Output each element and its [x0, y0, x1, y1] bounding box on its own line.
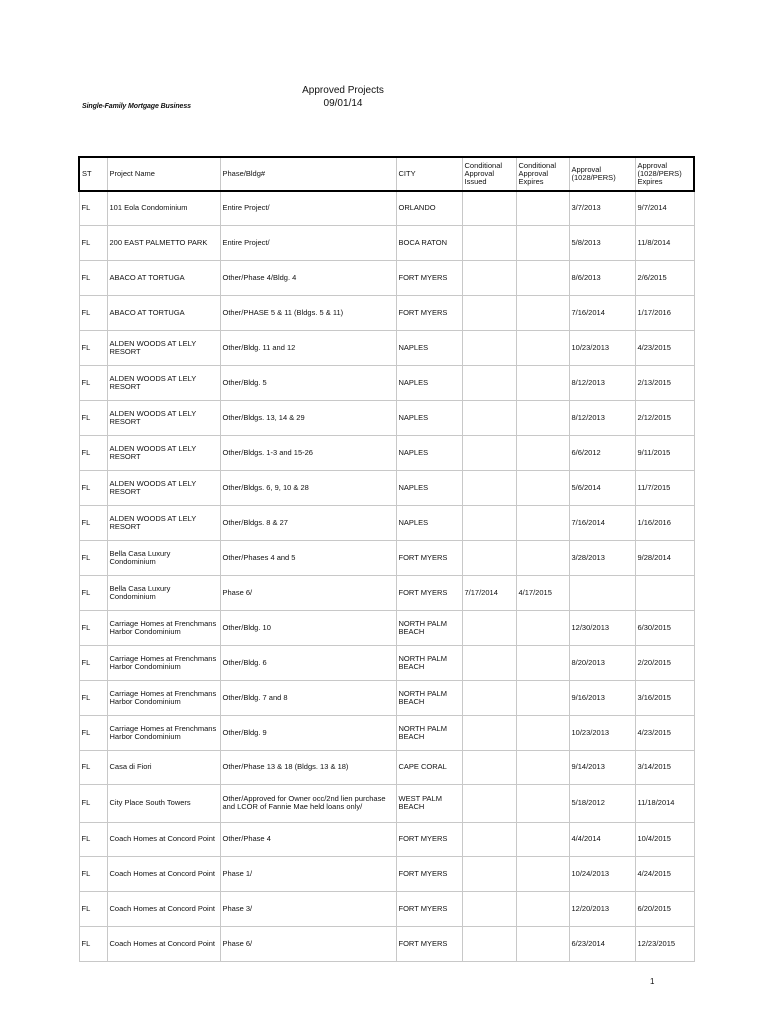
cell-approval: 10/23/2013: [569, 715, 635, 750]
cell-approval-expires: 4/24/2015: [635, 856, 694, 891]
cell-approval: [569, 575, 635, 610]
cell-city: NAPLES: [396, 400, 462, 435]
table-row: [79, 540, 694, 575]
cell-conditional-expires: [516, 505, 569, 540]
cell-approval: 7/16/2014: [569, 295, 635, 330]
cell-project-name: 101 Eola Condominium: [107, 191, 220, 225]
cell-project-name: Casa di Fiori: [107, 750, 220, 784]
cell-city: NAPLES: [396, 435, 462, 470]
cell-project-name: Carriage Homes at Frenchmans Harbor Condominium: [107, 645, 220, 680]
table-body: [79, 191, 694, 961]
cell-conditional-issued: [462, 330, 516, 365]
table-row: [79, 575, 694, 610]
cell-conditional-issued: [462, 225, 516, 260]
table-row: [79, 260, 694, 295]
table-row: [79, 856, 694, 891]
cell-conditional-issued: [462, 610, 516, 645]
cell-approval: 5/8/2013: [569, 225, 635, 260]
document-date: 09/01/14: [323, 98, 363, 109]
cell-conditional-issued: [462, 435, 516, 470]
cell-conditional-issued: [462, 926, 516, 961]
table-row: [79, 191, 694, 225]
cell-conditional-expires: [516, 191, 569, 225]
cell-city: NORTH PALM BEACH: [396, 715, 462, 750]
table-row: [79, 715, 694, 750]
cell-city: FORT MYERS: [396, 260, 462, 295]
cell-conditional-expires: [516, 540, 569, 575]
approved-projects-table: [78, 156, 695, 962]
cell-project-name: ALDEN WOODS AT LELY RESORT: [107, 365, 220, 400]
cell-city: NAPLES: [396, 330, 462, 365]
table-row: [79, 645, 694, 680]
cell-city: BOCA RATON: [396, 225, 462, 260]
cell-approval-expires: 12/23/2015: [635, 926, 694, 961]
cell-approval-expires: 1/16/2016: [635, 505, 694, 540]
cell-conditional-expires: [516, 680, 569, 715]
cell-st: FL: [79, 260, 107, 295]
table-row: [79, 891, 694, 926]
cell-approval: 8/12/2013: [569, 365, 635, 400]
cell-city: ORLANDO: [396, 191, 462, 225]
cell-approval: 8/12/2013: [569, 400, 635, 435]
cell-conditional-issued: [462, 750, 516, 784]
cell-city: FORT MYERS: [396, 295, 462, 330]
business-subtitle: Single-Family Mortgage Business: [82, 103, 191, 110]
cell-approval: 6/23/2014: [569, 926, 635, 961]
cell-st: FL: [79, 470, 107, 505]
cell-approval-expires: 3/16/2015: [635, 680, 694, 715]
cell-conditional-expires: 4/17/2015: [516, 575, 569, 610]
cell-phase: Other/PHASE 5 & 11 (Bldgs. 5 & 11): [220, 295, 396, 330]
cell-conditional-issued: [462, 295, 516, 330]
cell-st: FL: [79, 645, 107, 680]
cell-approval-expires: 1/17/2016: [635, 295, 694, 330]
cell-approval-expires: 10/4/2015: [635, 822, 694, 856]
cell-conditional-issued: [462, 191, 516, 225]
cell-conditional-issued: [462, 260, 516, 295]
cell-phase: Phase 6/: [220, 926, 396, 961]
cell-project-name: Coach Homes at Concord Point: [107, 926, 220, 961]
cell-phase: Phase 6/: [220, 575, 396, 610]
cell-approval: 10/24/2013: [569, 856, 635, 891]
cell-phase: Other/Bldgs. 13, 14 & 29: [220, 400, 396, 435]
cell-st: FL: [79, 891, 107, 926]
cell-st: FL: [79, 540, 107, 575]
cell-conditional-expires: [516, 645, 569, 680]
table-row: [79, 330, 694, 365]
cell-phase: Other/Bldg. 9: [220, 715, 396, 750]
cell-city: FORT MYERS: [396, 926, 462, 961]
cell-st: FL: [79, 680, 107, 715]
cell-phase: Other/Phase 13 & 18 (Bldgs. 13 & 18): [220, 750, 396, 784]
cell-conditional-expires: [516, 891, 569, 926]
cell-project-name: Coach Homes at Concord Point: [107, 891, 220, 926]
cell-approval: 5/18/2012: [569, 784, 635, 822]
cell-conditional-issued: [462, 645, 516, 680]
cell-st: FL: [79, 505, 107, 540]
cell-approval-expires: 11/8/2014: [635, 225, 694, 260]
cell-approval-expires: 4/23/2015: [635, 330, 694, 365]
cell-approval-expires: 2/6/2015: [635, 260, 694, 295]
cell-st: FL: [79, 750, 107, 784]
cell-st: FL: [79, 191, 107, 225]
cell-city: NORTH PALM BEACH: [396, 610, 462, 645]
cell-st: FL: [79, 295, 107, 330]
cell-approval-expires: 2/20/2015: [635, 645, 694, 680]
cell-conditional-expires: [516, 225, 569, 260]
cell-st: FL: [79, 330, 107, 365]
cell-project-name: ALDEN WOODS AT LELY RESORT: [107, 330, 220, 365]
cell-phase: Other/Bldg. 10: [220, 610, 396, 645]
cell-phase: Other/Bldg. 11 and 12: [220, 330, 396, 365]
table-row: [79, 926, 694, 961]
cell-approval: 8/6/2013: [569, 260, 635, 295]
cell-phase: Entire Project/: [220, 191, 396, 225]
cell-conditional-expires: [516, 822, 569, 856]
cell-conditional-expires: [516, 470, 569, 505]
cell-st: FL: [79, 856, 107, 891]
cell-st: FL: [79, 365, 107, 400]
cell-approval-expires: 2/12/2015: [635, 400, 694, 435]
cell-phase: Other/Phases 4 and 5: [220, 540, 396, 575]
cell-conditional-expires: [516, 856, 569, 891]
cell-approval: 5/6/2014: [569, 470, 635, 505]
table-row: [79, 784, 694, 822]
cell-city: NORTH PALM BEACH: [396, 680, 462, 715]
cell-approval-expires: 2/13/2015: [635, 365, 694, 400]
cell-phase: Other/Bldg. 5: [220, 365, 396, 400]
cell-conditional-expires: [516, 295, 569, 330]
cell-approval: 12/30/2013: [569, 610, 635, 645]
cell-conditional-issued: [462, 784, 516, 822]
cell-approval: 6/6/2012: [569, 435, 635, 470]
cell-project-name: 200 EAST PALMETTO PARK: [107, 225, 220, 260]
cell-city: FORT MYERS: [396, 856, 462, 891]
cell-project-name: ALDEN WOODS AT LELY RESORT: [107, 470, 220, 505]
cell-approval-expires: 4/23/2015: [635, 715, 694, 750]
cell-approval: 7/16/2014: [569, 505, 635, 540]
cell-conditional-expires: [516, 715, 569, 750]
cell-conditional-issued: [462, 365, 516, 400]
cell-project-name: Bella Casa Luxury Condominium: [107, 540, 220, 575]
cell-phase: Other/Bldgs. 1-3 and 15-26: [220, 435, 396, 470]
column-header-conditional-expires: Conditional Approval Expires: [516, 157, 569, 191]
cell-conditional-expires: [516, 260, 569, 295]
cell-conditional-expires: [516, 400, 569, 435]
cell-approval-expires: 11/18/2014: [635, 784, 694, 822]
cell-phase: Other/Bldg. 7 and 8: [220, 680, 396, 715]
cell-approval: 4/4/2014: [569, 822, 635, 856]
cell-approval-expires: 9/28/2014: [635, 540, 694, 575]
cell-st: FL: [79, 784, 107, 822]
page-number: 1: [650, 977, 655, 986]
table-row: [79, 400, 694, 435]
cell-approval: 12/20/2013: [569, 891, 635, 926]
table-row: [79, 435, 694, 470]
cell-city: WEST PALM BEACH: [396, 784, 462, 822]
cell-conditional-expires: [516, 365, 569, 400]
cell-conditional-issued: [462, 505, 516, 540]
cell-conditional-issued: [462, 891, 516, 926]
cell-project-name: Coach Homes at Concord Point: [107, 856, 220, 891]
cell-conditional-expires: [516, 784, 569, 822]
cell-phase: Other/Phase 4: [220, 822, 396, 856]
cell-city: NAPLES: [396, 365, 462, 400]
cell-approval: 10/23/2013: [569, 330, 635, 365]
cell-city: CAPE CORAL: [396, 750, 462, 784]
cell-approval-expires: 9/11/2015: [635, 435, 694, 470]
cell-project-name: Bella Casa Luxury Condominium: [107, 575, 220, 610]
cell-city: FORT MYERS: [396, 540, 462, 575]
cell-approval: 9/16/2013: [569, 680, 635, 715]
column-header-approval-expires: Approval (1028/PERS) Expires: [635, 157, 694, 191]
cell-project-name: Carriage Homes at Frenchmans Harbor Condominium: [107, 610, 220, 645]
cell-st: FL: [79, 610, 107, 645]
table-row: [79, 505, 694, 540]
cell-approval: 9/14/2013: [569, 750, 635, 784]
column-header-conditional-issued: Conditional Approval Issued: [462, 157, 516, 191]
cell-st: FL: [79, 822, 107, 856]
table-row: [79, 365, 694, 400]
cell-conditional-expires: [516, 330, 569, 365]
cell-city: NORTH PALM BEACH: [396, 645, 462, 680]
cell-project-name: Carriage Homes at Frenchmans Harbor Condominium: [107, 680, 220, 715]
cell-project-name: City Place South Towers: [107, 784, 220, 822]
cell-project-name: ALDEN WOODS AT LELY RESORT: [107, 400, 220, 435]
column-header-st: ST: [79, 157, 107, 191]
cell-conditional-issued: [462, 470, 516, 505]
cell-project-name: ALDEN WOODS AT LELY RESORT: [107, 435, 220, 470]
cell-conditional-issued: [462, 822, 516, 856]
cell-approval-expires: [635, 575, 694, 610]
cell-project-name: ABACO AT TORTUGA: [107, 260, 220, 295]
cell-approval-expires: 6/20/2015: [635, 891, 694, 926]
cell-project-name: Coach Homes at Concord Point: [107, 822, 220, 856]
cell-phase: Phase 1/: [220, 856, 396, 891]
document-title: Approved Projects: [302, 85, 384, 96]
table-row: [79, 822, 694, 856]
cell-city: FORT MYERS: [396, 575, 462, 610]
cell-project-name: ABACO AT TORTUGA: [107, 295, 220, 330]
column-header-phase: Phase/Bldg#: [220, 157, 396, 191]
cell-st: FL: [79, 575, 107, 610]
cell-st: FL: [79, 435, 107, 470]
cell-approval: 3/7/2013: [569, 191, 635, 225]
cell-approval: 8/20/2013: [569, 645, 635, 680]
table-row: [79, 470, 694, 505]
cell-city: FORT MYERS: [396, 891, 462, 926]
cell-st: FL: [79, 400, 107, 435]
table-row: [79, 750, 694, 784]
cell-conditional-expires: [516, 926, 569, 961]
table-row: [79, 295, 694, 330]
cell-conditional-issued: [462, 540, 516, 575]
cell-city: NAPLES: [396, 505, 462, 540]
table-header: [79, 157, 694, 191]
cell-city: NAPLES: [396, 470, 462, 505]
cell-conditional-issued: 7/17/2014: [462, 575, 516, 610]
cell-approval-expires: 6/30/2015: [635, 610, 694, 645]
cell-phase: Other/Approved for Owner occ/2nd lien purchase and LCOR of Fannie Mae held loans only/: [220, 784, 396, 822]
table-row: [79, 680, 694, 715]
table-row: [79, 610, 694, 645]
cell-phase: Other/Phase 4/Bldg. 4: [220, 260, 396, 295]
column-header-project-name: Project Name: [107, 157, 220, 191]
cell-phase: Entire Project/: [220, 225, 396, 260]
cell-project-name: ALDEN WOODS AT LELY RESORT: [107, 505, 220, 540]
cell-st: FL: [79, 225, 107, 260]
cell-st: FL: [79, 926, 107, 961]
cell-conditional-expires: [516, 610, 569, 645]
cell-conditional-issued: [462, 856, 516, 891]
table-row: [79, 225, 694, 260]
cell-phase: Phase 3/: [220, 891, 396, 926]
cell-approval-expires: 3/14/2015: [635, 750, 694, 784]
cell-approval-expires: 11/7/2015: [635, 470, 694, 505]
cell-approval-expires: 9/7/2014: [635, 191, 694, 225]
cell-project-name: Carriage Homes at Frenchmans Harbor Condominium: [107, 715, 220, 750]
cell-conditional-expires: [516, 750, 569, 784]
cell-conditional-expires: [516, 435, 569, 470]
cell-conditional-issued: [462, 680, 516, 715]
column-header-approval: Approval (1028/PERS): [569, 157, 635, 191]
cell-phase: Other/Bldg. 6: [220, 645, 396, 680]
cell-conditional-issued: [462, 400, 516, 435]
cell-approval: 3/28/2013: [569, 540, 635, 575]
cell-conditional-issued: [462, 715, 516, 750]
cell-phase: Other/Bldgs. 6, 9, 10 & 28: [220, 470, 396, 505]
column-header-city: CITY: [396, 157, 462, 191]
cell-st: FL: [79, 715, 107, 750]
cell-city: FORT MYERS: [396, 822, 462, 856]
cell-phase: Other/Bldgs. 8 & 27: [220, 505, 396, 540]
